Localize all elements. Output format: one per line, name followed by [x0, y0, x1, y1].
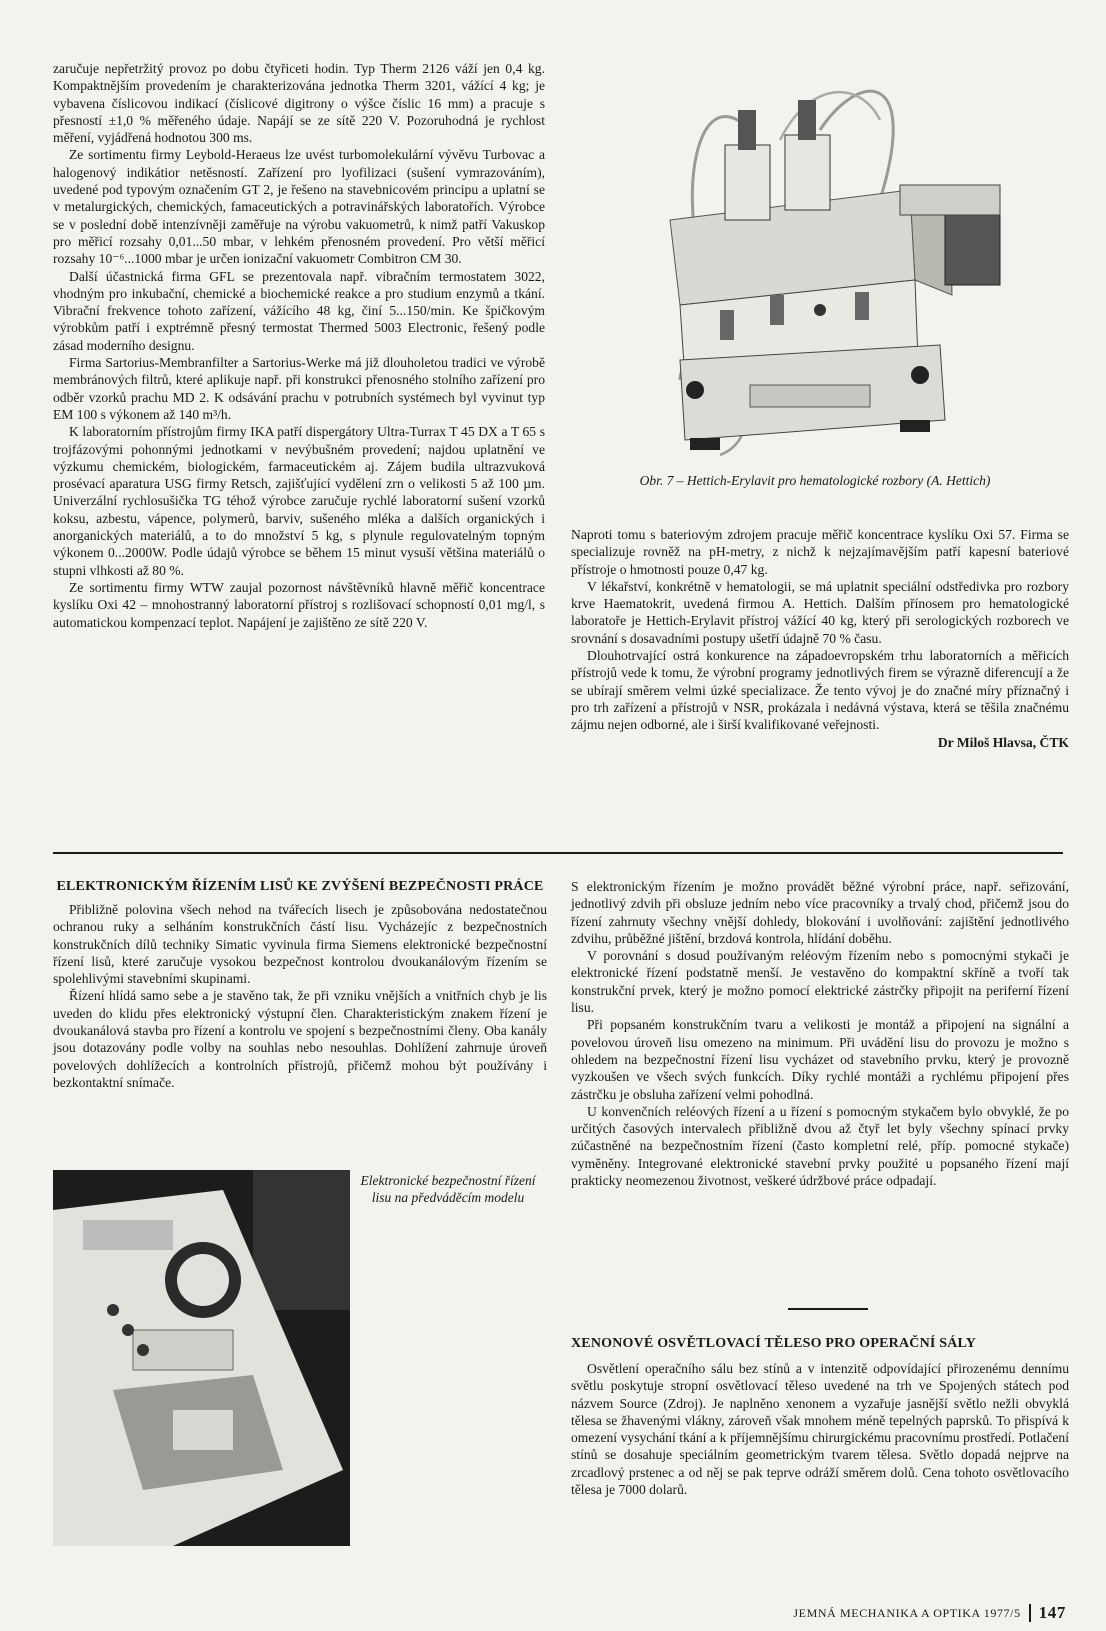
- article1-column-right: [571, 526, 1069, 751]
- paragraph: Dlouhotrvající ostrá konkurence na západoevropském trhu laboratorních a měřicích přístrojů vede k tomu, že výrobní programy jednotlivých firem se výrazně diferencují a že se ubírají směrem velmi úzké specializace. Že tento vývoj je do značné míry příznačný i pro trh zařízení a přístrojů v NSR, prokázala i nedávná výstava, která se těšila značnému zájmu nejen odborné, ale i širší kvalifikované veřejnosti.: [571, 648, 1069, 733]
- article2-column-left: [53, 878, 547, 1091]
- author-signature: Dr Miloš Hlavsa, ČTK: [937, 734, 1069, 750]
- paragraph: Při popsaném konstrukčním tvaru a velikosti je montáž a připojení na signální a povelovou úroveň lisu omezeno na minimum. Při uvádění lisu do provozu je možno s ohledem na bezpečnostní řízení lisu vycházet od stavebního prvku, který je provozně vyzkoušen ve všech svých funkcích. Díky rychlé montáži a rychlému připojení přes zástrčku je obsluha zařízení velmi pohodlná.: [571, 1017, 1069, 1102]
- article1-column-left: [53, 60, 545, 631]
- paragraph: zaručuje nepřetržitý provoz po dobu čtyřiceti hodin. Typ Therm 2126 váží jen 0,4 kg. Kompaktnějším provedením je charakterizována jednotka Therm 3201, vážící 4 kg; je vybavena číslicovou indikací (číslicové digitrony o výšce číslic 16 mm) a pracuje s přesností ±1,0 % měřeného údaje. Napájí se ze sítě 220 V. Pozoruhodná je rychlost měření, vyjádřená hodnotou 300 ms.: [53, 61, 545, 146]
- page-footer: [793, 1603, 1066, 1623]
- page-number: 147: [1038, 1603, 1066, 1622]
- paragraph: V lékařství, konkrétně v hematologii, se má uplatnit speciální odstředivka pro rozbory krve Haematokrit, uvedená firmou A. Hettich. Dalším přínosem pro hematologické laboratoře je Hettich-Erylavit přístroj vážící 40 kg, který při serologických rozborech ve srovnání s dosavadními postupy ušetří údajně 70 % času.: [571, 578, 1069, 646]
- press-control-photo: [53, 1170, 350, 1546]
- paragraph: U konvenčních reléových řízení a u řízení s pomocným stykačem bylo obvyklé, že po určitých časových intervalech přibližně dvou až čtyř let byly všechny spínací prvky zúčastněné na bezpečnostním řízení (často kompletní relé, příp. pomocné stykače) vyměněny. Integrované elektronické stavební prvky použité u popsaného řízení mají prakticky neomezenou životnost, veškeré údržbové práce odpadají.: [571, 1103, 1069, 1189]
- paragraph: S elektronickým řízením je možno provádět běžné výrobní práce, např. seřizování, jednotlivý zdvih při obsluze jedním nebo více pracovníky a trvalý chod, přičemž jsou do řízení zahrnuty všechny vnější dohledy, blokování i uvolňování: zajištění jednotlivého zdvihu, průběžné jištění, brzdová kontrola, hlídání doběhu.: [571, 879, 1069, 946]
- paragraph: Firma Sartorius-Membranfilter a Sartorius-Werke má již dlouholetou tradici ve výrobě membránových filtrů, které aplikuje např. při konstrukci přenosného stolního zařízení pro odběr vzorků prachu MD 2. K odsávání prachu v potrubních systémech byl vyvinut typ EM 100 s výkonem až 140 m³/h.: [53, 355, 545, 422]
- paragraph: Ze sortimentu firmy Leybold-Heraeus lze uvést turbomolekulární vývěvu Turbovac a halogenový indikátior netěsností. Zařízení pro lyofilizaci (sušení vymrazováním), uvedené pod typovým označením GT 2, je řešeno na stavebnicovém principu a uplatní se v metalurgických, chemických, famaceutických a potravinářských laboratořích. Výrobce se v poslední době intenzívněji zaměřuje na výrobu vakuometrů, k nimž patří Vakuskop pro měřicí rozsahy 0,01...50 mbar, v lehkém přenosném provedení. Pro větší měřicí rozsahy 10⁻⁶...1000 mbar je určen ionizační vakuometr Combitron CM 30.: [53, 147, 545, 267]
- article-title: ELEKTRONICKÝM ŘÍZENÍM LISŮ KE ZVÝŠENÍ BEZPEČNOSTI PRÁCE: [56, 879, 544, 894]
- section-divider: [53, 852, 1063, 854]
- hettich-erylavit-photo: [660, 60, 1055, 460]
- paragraph: Naproti tomu s bateriovým zdrojem pracuje měřič koncentrace kyslíku Oxi 57. Firma se specializuje rovněž na pH-metry, z nichž k nejzajímavějším patří kapesní bateriové přístroje o hmotnosti pouze 0,47 kg.: [571, 527, 1069, 577]
- press-control-caption: Elektronické bezpečnostní řízení lisu na předváděcím modelu: [360, 1173, 536, 1205]
- article2-column-right: [571, 878, 1069, 1189]
- journal-name: JEMNÁ MECHANIKA A OPTIKA 1977/5: [793, 1605, 1021, 1620]
- paragraph: K laboratorním přístrojům firmy IKA patří dispergátory Ultra-Turrax T 45 DX a T 65 s trojfázovými pohonnými jednotkami v nevýbušném provedení; najdou uplatnění ve výzkumu chemickém, biologickém, farmaceutickém aj. Zájem budila ultrazvuková prosévací aparatura USG firmy Retsch, zajišťující vydělení zrn o velikosti 5 až 100 µm. Univerzální rychlosušička TG téhož výrobce zaručuje rychlé laboratorní sušení vzorků koksu, azbestu, vápence, polymerů, barviv, sušeného mléka a dalších organických i anorganických materiálů, a to do množství 5 kg, s plynule regulovatelným topným výkonem 0...2000W. Podle údajů výrobce se během 15 minut vysuší většina materiálů o stupni vlhkosti až 80 %.: [53, 424, 545, 578]
- paragraph: V porovnání s dosud používaným reléovým řízením nebo s pomocnými stykači je elektronické řízení podstatně menší. Je vestavěno do kompaktní skříně a tvoří tak konstrukční prvek, který je možno pomocí elektrické zástrčky připojit na periferní řízení lisu.: [571, 948, 1069, 1016]
- article-title: XENONOVÉ OSVĚTLOVACÍ TĚLESO PRO OPERAČNÍ SÁLY: [571, 1336, 977, 1351]
- article-divider: [788, 1308, 868, 1310]
- figure-7-caption: Obr. 7 – Hettich-Erylavit pro hematologické rozbory (A. Hettich): [639, 473, 991, 488]
- paragraph: Přibližně polovina všech nehod na tvářecích lisech je způsobována nedostatečnou ochranou ruky a selháním konstrukčních částí lisu. Vycházejíc z bezpečnostních konstrukčních dílů techniky Simatic vyvinula firma Siemens elektronické bezpečnostní řízení lisů, které zaručuje vysokou bezpečnost kontrolou dvoukanálovým řízením se spolehlivými stavebními skupinami.: [53, 902, 547, 987]
- paragraph: Další účastnická firma GFL se prezentovala např. vibračním termostatem 3022, vhodným pro inkubační, chemické a biochemické reakce a pro studium enzymů a tkání. Vibrační frekvence tohoto zařízení, vážícího 48 kg, činí 5...150/min. Ke špičkovým výrobkům patří i exptrémně přesný termostat Thermed 5003 Electronic, řešený podle zásad moderního designu.: [53, 268, 545, 353]
- footer-divider: [1029, 1604, 1031, 1622]
- paragraph: Řízení hlídá samo sebe a je stavěno tak, že při vzniku vnějších a vnitřních chyb je lis uveden do klidu přes elektronický výstupní člen. Charakteristickým znakem řízení je dvoukanálová stavba pro řízení a kontrolu ve spojení s bezpečnostními členy. Oba kanály jsou dotazovány podle volby na souhlas nebo nesouhlas. Dohlížení zahrnuje úroveň povelových dohlížecích a kontrolních přístrojů, přičemž mohou být používány i bezkontaktní snímače.: [53, 988, 547, 1090]
- paragraph: Ze sortimentu firmy WTW zaujal pozornost návštěvníků hlavně měřič koncentrace kyslíku Oxi 42 – mnohostranný laboratorní přístroj s rozlišovací schopností 0,01 mg/l, s automatickou kompenzací teplot. Napájení je zajištěno ze sítě 220 V.: [53, 579, 545, 630]
- paragraph: Osvětlení operačního sálu bez stínů a v intenzitě odpovídající přirozenému dennímu světlu poskytuje stropní osvětlovací těleso uvedené na trh ve Spojených státech pod názvem Source (Zdroj). Je naplněno xenonem a vyzařuje jasnější světlo nežli obvyklá tělesa se žhavenými vlákny, zároveň však mnohem méně tepelných paprsků. To přispívá k omezení vysychání tkání a k příjemnějšímu chirurgickému pracovnímu prostředí. Potlačení stínů se dosahuje speciálním geometrickým tvarem tělesa. Světlo dopadá nejprve na zrcadlový prstenec a od něj se pak teprve odráží směrem dolů. Cena tohoto osvětlovacího tělesa je 7000 dolarů.: [571, 1361, 1069, 1498]
- article3-column: [571, 1335, 1069, 1498]
